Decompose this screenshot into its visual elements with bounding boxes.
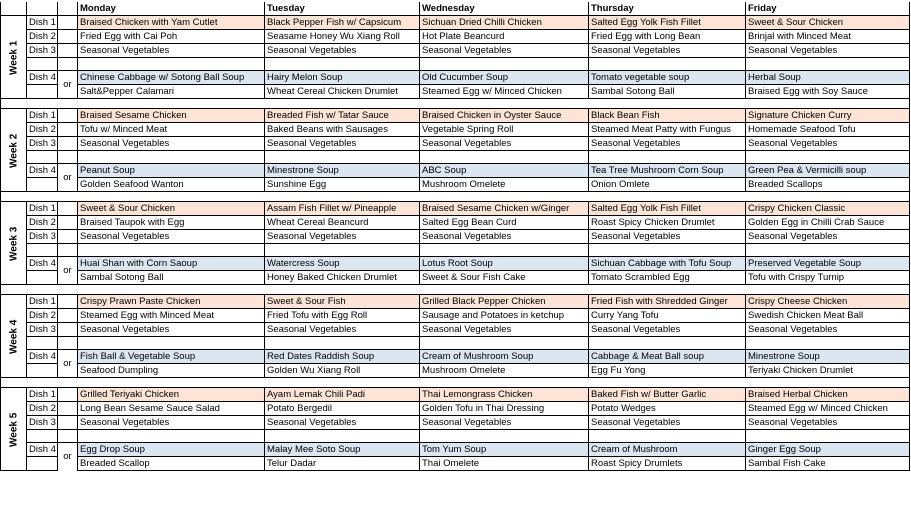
- menu-cell[interactable]: Seasonal Vegetables: [265, 323, 420, 337]
- or-spacer: [58, 202, 78, 216]
- spacer-cell: [746, 99, 910, 109]
- menu-cell[interactable]: Seasonal Vegetables: [265, 230, 420, 244]
- menu-cell[interactable]: Roast Spicy Chicken Drumlet: [589, 216, 746, 230]
- empty-cell: [589, 337, 746, 350]
- menu-cell[interactable]: Grilled Teriyaki Chicken: [78, 388, 265, 402]
- menu-cell[interactable]: Steamed Egg with Minced Meat: [78, 309, 265, 323]
- menu-cell[interactable]: Breaded Scallop: [78, 457, 265, 471]
- empty-cell: [746, 151, 910, 164]
- menu-cell[interactable]: Egg Drop Soup: [78, 443, 265, 457]
- menu-cell[interactable]: Seasonal Vegetables: [265, 416, 420, 430]
- menu-cell[interactable]: Homemade Seafood Tofu: [746, 123, 910, 137]
- menu-cell[interactable]: Crispy Cheese Chicken: [746, 295, 910, 309]
- dish-label: [27, 58, 58, 71]
- dish-label: Dish 2: [27, 123, 58, 137]
- menu-cell[interactable]: Seasonal Vegetables: [746, 416, 910, 430]
- spacer-cell: [420, 285, 589, 295]
- dish-label: Dish 1: [27, 109, 58, 123]
- empty-cell: [746, 244, 910, 257]
- spacer-cell: [420, 99, 589, 109]
- menu-cell[interactable]: Tea Tree Mushroom Corn Soup: [589, 164, 746, 178]
- menu-row: [1, 337, 910, 350]
- spacer-cell: [1, 378, 27, 388]
- menu-cell[interactable]: Seasonal Vegetables: [746, 137, 910, 151]
- menu-cell[interactable]: Seasonal Vegetables: [420, 323, 589, 337]
- dish-label: Dish 4: [27, 443, 58, 457]
- menu-cell[interactable]: Braised Egg with Soy Sauce: [746, 85, 910, 99]
- menu-row: [1, 71, 910, 85]
- menu-cell[interactable]: Fried Egg with Long Bean: [589, 30, 746, 44]
- header-or-col: [58, 2, 78, 16]
- day-header-monday[interactable]: Monday: [78, 2, 265, 16]
- dish-label: Dish 3: [27, 44, 58, 58]
- menu-cell[interactable]: Fried Egg with Cai Poh: [78, 30, 265, 44]
- menu-cell[interactable]: Golden Tofu in Thai Dressing: [420, 402, 589, 416]
- week-label: Week 2: [1, 109, 27, 192]
- header-row: [1, 2, 910, 16]
- menu-row: [1, 44, 910, 58]
- spacer-cell: [27, 285, 58, 295]
- menu-cell[interactable]: Fried Tofu with Egg Roll: [265, 309, 420, 323]
- dish-label: Dish 2: [27, 402, 58, 416]
- or-spacer: [58, 402, 78, 416]
- dish-label: Dish 1: [27, 295, 58, 309]
- menu-row: [1, 16, 910, 30]
- week-label: Week 5: [1, 388, 27, 471]
- menu-cell[interactable]: Herbal Soup: [746, 71, 910, 85]
- spacer-cell: [589, 285, 746, 295]
- dish-label: [27, 364, 58, 378]
- menu-cell[interactable]: Braised Chicken with Yam Cutlet: [78, 16, 265, 30]
- spacer-cell: [746, 378, 910, 388]
- menu-cell[interactable]: Peanut Soup: [78, 164, 265, 178]
- menu-cell[interactable]: Steamed Meat Patty with Fungus: [589, 123, 746, 137]
- menu-body: [1, 2, 910, 471]
- empty-cell: [420, 58, 589, 71]
- dish-label: Dish 2: [27, 30, 58, 44]
- empty-cell: [265, 244, 420, 257]
- menu-cell[interactable]: Salted Egg Yolk Fish Fillet: [589, 202, 746, 216]
- empty-cell: [746, 58, 910, 71]
- week-label: Week 4: [1, 295, 27, 378]
- menu-cell[interactable]: Seasonal Vegetables: [589, 416, 746, 430]
- menu-cell[interactable]: Baked Beans with Sausages: [265, 123, 420, 137]
- dish-label: Dish 2: [27, 309, 58, 323]
- empty-cell: [78, 151, 265, 164]
- menu-cell[interactable]: Seasonal Vegetables: [265, 44, 420, 58]
- menu-row: [1, 137, 910, 151]
- dish-label: [27, 85, 58, 99]
- or-label: or: [58, 350, 78, 378]
- menu-cell[interactable]: Assam Fish Fillet w/ Pineapple: [265, 202, 420, 216]
- spacer-cell: [27, 378, 58, 388]
- menu-cell[interactable]: Salt&Pepper Calamari: [78, 85, 265, 99]
- menu-cell[interactable]: Telur Dadar: [265, 457, 420, 471]
- menu-cell[interactable]: Wheat Cereal Beancurd: [265, 216, 420, 230]
- menu-cell[interactable]: Seasonal Vegetables: [78, 137, 265, 151]
- menu-cell[interactable]: Thai Lemongrass Chicken: [420, 388, 589, 402]
- menu-cell[interactable]: Sweet & Sour Fish: [265, 295, 420, 309]
- menu-cell[interactable]: Egg Fu Yong: [589, 364, 746, 378]
- menu-cell[interactable]: Braised Chicken in Oyster Sauce: [420, 109, 589, 123]
- menu-cell[interactable]: Black Pepper Fish w/ Capsicum: [265, 16, 420, 30]
- spacer-row: [1, 378, 910, 388]
- menu-cell[interactable]: Hairy Melon Soup: [265, 71, 420, 85]
- menu-cell[interactable]: Brinjal with Minced Meat: [746, 30, 910, 44]
- menu-cell[interactable]: Seasonal Vegetables: [420, 230, 589, 244]
- empty-cell: [78, 244, 265, 257]
- or-spacer: [58, 323, 78, 337]
- menu-cell[interactable]: Lotus Root Soup: [420, 257, 589, 271]
- day-header-wednesday[interactable]: Wednesday: [420, 2, 589, 16]
- menu-cell[interactable]: Preserved Vegetable Soup: [746, 257, 910, 271]
- spacer-row: [1, 99, 910, 109]
- menu-cell[interactable]: Tomato vegetable soup: [589, 71, 746, 85]
- spacer-cell: [58, 192, 78, 202]
- menu-cell[interactable]: Breaded Fish w/ Tatar Sauce: [265, 109, 420, 123]
- empty-cell: [265, 337, 420, 350]
- spacer-cell: [265, 378, 420, 388]
- menu-row: [1, 364, 910, 378]
- menu-row: [1, 295, 910, 309]
- spacer-cell: [78, 192, 265, 202]
- empty-cell: [420, 430, 589, 443]
- day-header-thursday[interactable]: Thursday: [589, 2, 746, 16]
- menu-cell[interactable]: Sausage and Potatoes in ketchup: [420, 309, 589, 323]
- menu-cell[interactable]: Golden Egg in Chilli Crab Sauce: [746, 216, 910, 230]
- or-label: or: [58, 71, 78, 99]
- or-spacer: [58, 137, 78, 151]
- menu-cell[interactable]: Golden Seafood Wanton: [78, 178, 265, 192]
- menu-row: [1, 109, 910, 123]
- menu-cell[interactable]: Onion Omlete: [589, 178, 746, 192]
- dish-label: Dish 4: [27, 257, 58, 271]
- menu-cell[interactable]: Seasonal Vegetables: [78, 416, 265, 430]
- menu-cell[interactable]: Wheat Cereal Chicken Drumlet: [265, 85, 420, 99]
- menu-row: [1, 202, 910, 216]
- menu-cell[interactable]: Seasonal Vegetables: [589, 323, 746, 337]
- menu-cell[interactable]: Seasonal Vegetables: [420, 137, 589, 151]
- day-header-friday[interactable]: Friday: [746, 2, 910, 16]
- menu-cell[interactable]: Baked Fish w/ Butter Garlic: [589, 388, 746, 402]
- empty-cell: [78, 430, 265, 443]
- weekly-menu-table: [0, 2, 910, 471]
- menu-row: [1, 443, 910, 457]
- or-spacer: [58, 16, 78, 30]
- empty-cell: [746, 430, 910, 443]
- dish-label: [27, 151, 58, 164]
- empty-cell: [589, 430, 746, 443]
- dish-label: Dish 3: [27, 230, 58, 244]
- empty-cell: [589, 58, 746, 71]
- menu-cell[interactable]: Crispy Chicken Classic: [746, 202, 910, 216]
- menu-cell[interactable]: Seasonal Vegetables: [589, 137, 746, 151]
- dish-label: [27, 430, 58, 443]
- or-spacer: [58, 295, 78, 309]
- menu-cell[interactable]: Sambal Sotong Ball: [589, 85, 746, 99]
- spacer-cell: [746, 285, 910, 295]
- menu-cell[interactable]: Sweet & Sour Fish Cake: [420, 271, 589, 285]
- menu-cell[interactable]: Vegetable Spring Roll: [420, 123, 589, 137]
- menu-cell[interactable]: Steamed Egg w/ Minced Chicken: [420, 85, 589, 99]
- menu-cell[interactable]: Sweet & Sour Chicken: [746, 16, 910, 30]
- spacer-cell: [420, 192, 589, 202]
- dish-label: Dish 2: [27, 216, 58, 230]
- empty-cell: [265, 151, 420, 164]
- dish-label: [27, 178, 58, 192]
- spacer-cell: [58, 99, 78, 109]
- menu-row: [1, 178, 910, 192]
- menu-row: [1, 85, 910, 99]
- menu-cell[interactable]: Black Bean Fish: [589, 109, 746, 123]
- menu-cell[interactable]: Seasonal Vegetables: [589, 230, 746, 244]
- menu-cell[interactable]: Braised Sesame Chicken w/Ginger: [420, 202, 589, 216]
- empty-cell: [589, 244, 746, 257]
- spacer-cell: [746, 192, 910, 202]
- menu-cell[interactable]: Sambal Sotong Ball: [78, 271, 265, 285]
- menu-cell[interactable]: Braised Sesame Chicken: [78, 109, 265, 123]
- dish-label: Dish 1: [27, 202, 58, 216]
- or-spacer: [58, 216, 78, 230]
- menu-row: [1, 216, 910, 230]
- or-spacer: [58, 109, 78, 123]
- menu-cell[interactable]: Red Dates Raddish Soup: [265, 350, 420, 364]
- spacer-row: [1, 192, 910, 202]
- spacer-cell: [78, 285, 265, 295]
- spacer-cell: [265, 99, 420, 109]
- or-spacer: [58, 337, 78, 350]
- spacer-cell: [265, 192, 420, 202]
- menu-cell[interactable]: Watercress Soup: [265, 257, 420, 271]
- menu-cell[interactable]: Malay Mee Soto Soup: [265, 443, 420, 457]
- or-spacer: [58, 388, 78, 402]
- menu-cell[interactable]: Thai Omelete: [420, 457, 589, 471]
- menu-cell[interactable]: Braised Taupok with Egg: [78, 216, 265, 230]
- or-spacer: [58, 309, 78, 323]
- or-spacer: [58, 151, 78, 164]
- empty-cell: [420, 244, 589, 257]
- or-label: or: [58, 257, 78, 285]
- menu-row: [1, 151, 910, 164]
- or-spacer: [58, 58, 78, 71]
- menu-cell[interactable]: Seasonal Vegetables: [589, 44, 746, 58]
- empty-cell: [420, 337, 589, 350]
- menu-row: [1, 230, 910, 244]
- menu-cell[interactable]: Ginger Egg Soup: [746, 443, 910, 457]
- menu-cell[interactable]: Tofu with Crispy Turnip: [746, 271, 910, 285]
- menu-cell[interactable]: Sichuan Dried Chilli Chicken: [420, 16, 589, 30]
- menu-row: [1, 323, 910, 337]
- menu-cell[interactable]: Hot Plate Beancurd: [420, 30, 589, 44]
- dish-label: [27, 457, 58, 471]
- menu-cell[interactable]: Seasonal Vegetables: [746, 44, 910, 58]
- or-spacer: [58, 416, 78, 430]
- spacer-cell: [265, 285, 420, 295]
- menu-cell[interactable]: Cream of Mushroom: [589, 443, 746, 457]
- menu-cell[interactable]: Seasonal Vegetables: [746, 230, 910, 244]
- menu-row: [1, 309, 910, 323]
- menu-cell[interactable]: Tomato Scrambled Egg: [589, 271, 746, 285]
- empty-cell: [78, 337, 265, 350]
- empty-cell: [589, 151, 746, 164]
- dish-label: Dish 4: [27, 350, 58, 364]
- menu-cell[interactable]: Roast Spicy Drumlets: [589, 457, 746, 471]
- menu-row: [1, 350, 910, 364]
- menu-cell[interactable]: Honey Baked Chicken Drumlet: [265, 271, 420, 285]
- header-dish-col: [27, 2, 58, 16]
- menu-cell[interactable]: Sweet & Sour Chicken: [78, 202, 265, 216]
- spacer-cell: [589, 99, 746, 109]
- menu-row: [1, 58, 910, 71]
- dish-label: Dish 1: [27, 16, 58, 30]
- dish-label: Dish 4: [27, 71, 58, 85]
- menu-cell[interactable]: Seasame Honey Wu Xiang Roll: [265, 30, 420, 44]
- menu-cell[interactable]: Tom Yum Soup: [420, 443, 589, 457]
- spacer-cell: [1, 285, 27, 295]
- menu-cell[interactable]: Braised Herbal Chicken: [746, 388, 910, 402]
- menu-cell[interactable]: Signature Chicken Curry: [746, 109, 910, 123]
- header-corner: [1, 2, 27, 16]
- menu-cell[interactable]: Breaded Scallops: [746, 178, 910, 192]
- menu-row: [1, 164, 910, 178]
- spacer-cell: [78, 99, 265, 109]
- dish-label: [27, 337, 58, 350]
- menu-row: [1, 457, 910, 471]
- or-spacer: [58, 430, 78, 443]
- menu-cell[interactable]: Seasonal Vegetables: [420, 44, 589, 58]
- spacer-cell: [1, 192, 27, 202]
- menu-cell[interactable]: Swedish Chicken Meat Ball: [746, 309, 910, 323]
- menu-cell[interactable]: Seasonal Vegetables: [78, 230, 265, 244]
- spacer-cell: [589, 192, 746, 202]
- menu-cell[interactable]: Long Bean Sesame Sauce Salad: [78, 402, 265, 416]
- menu-cell[interactable]: Mushroom Omelete: [420, 178, 589, 192]
- dish-label: Dish 3: [27, 416, 58, 430]
- menu-cell[interactable]: Tofu w/ Minced Meat: [78, 123, 265, 137]
- spacer-cell: [58, 285, 78, 295]
- menu-cell[interactable]: Chinese Cabbage w/ Sotong Ball Soup: [78, 71, 265, 85]
- menu-row: [1, 430, 910, 443]
- menu-cell[interactable]: Seasonal Vegetables: [420, 416, 589, 430]
- or-spacer: [58, 123, 78, 137]
- empty-cell: [265, 430, 420, 443]
- empty-cell: [746, 337, 910, 350]
- menu-cell[interactable]: Salted Egg Yolk Fish Fillet: [589, 16, 746, 30]
- spacer-cell: [1, 99, 27, 109]
- menu-row: [1, 402, 910, 416]
- menu-cell[interactable]: Seafood Dumpling: [78, 364, 265, 378]
- dish-label: Dish 3: [27, 137, 58, 151]
- menu-row: [1, 30, 910, 44]
- menu-cell[interactable]: Sichuan Cabbage with Tofu Soup: [589, 257, 746, 271]
- or-spacer: [58, 30, 78, 44]
- spacer-cell: [420, 378, 589, 388]
- or-label: or: [58, 164, 78, 192]
- day-header-tuesday[interactable]: Tuesday: [265, 2, 420, 16]
- menu-cell[interactable]: Sambal Fish Cake: [746, 457, 910, 471]
- menu-cell[interactable]: Grilled Black Pepper Chicken: [420, 295, 589, 309]
- spacer-cell: [27, 192, 58, 202]
- or-label: or: [58, 443, 78, 471]
- dish-label: Dish 1: [27, 388, 58, 402]
- menu-cell[interactable]: Sunshine Egg: [265, 178, 420, 192]
- dish-label: [27, 244, 58, 257]
- or-spacer: [58, 44, 78, 58]
- menu-cell[interactable]: Seasonal Vegetables: [265, 137, 420, 151]
- week-label: Week 3: [1, 202, 27, 285]
- menu-cell[interactable]: Salted Egg Bean Curd: [420, 216, 589, 230]
- or-spacer: [58, 244, 78, 257]
- empty-cell: [78, 58, 265, 71]
- dish-label: Dish 4: [27, 164, 58, 178]
- empty-cell: [265, 58, 420, 71]
- spacer-cell: [58, 378, 78, 388]
- menu-cell[interactable]: Potato Wedges: [589, 402, 746, 416]
- menu-cell[interactable]: ABC Soup: [420, 164, 589, 178]
- menu-row: [1, 416, 910, 430]
- menu-cell[interactable]: Seasonal Vegetables: [78, 44, 265, 58]
- menu-cell[interactable]: Steamed Egg w/ Minced Chicken: [746, 402, 910, 416]
- spacer-cell: [27, 99, 58, 109]
- menu-cell[interactable]: Crispy Prawn Paste Chicken: [78, 295, 265, 309]
- menu-cell[interactable]: Mushroom Omelete: [420, 364, 589, 378]
- empty-cell: [420, 151, 589, 164]
- menu-cell[interactable]: Seasonal Vegetables: [78, 323, 265, 337]
- menu-row: [1, 271, 910, 285]
- menu-cell[interactable]: Curry Yang Tofu: [589, 309, 746, 323]
- menu-cell[interactable]: Green Pea & Vermicilli soup: [746, 164, 910, 178]
- menu-cell[interactable]: Minestrone Soup: [265, 164, 420, 178]
- menu-row: [1, 244, 910, 257]
- menu-cell[interactable]: Huai Shan with Corn Saoup: [78, 257, 265, 271]
- menu-row: [1, 123, 910, 137]
- menu-cell[interactable]: Ayam Lemak Chili Padi: [265, 388, 420, 402]
- menu-cell[interactable]: Fried Fish with Shredded Ginger: [589, 295, 746, 309]
- menu-cell[interactable]: Potato Bergedil: [265, 402, 420, 416]
- menu-cell[interactable]: Cabbage & Meat Ball soup: [589, 350, 746, 364]
- spacer-cell: [78, 378, 265, 388]
- spacer-row: [1, 285, 910, 295]
- dish-label: [27, 271, 58, 285]
- menu-cell[interactable]: Golden Wu Xiang Roll: [265, 364, 420, 378]
- week-label: Week 1: [1, 16, 27, 99]
- menu-row: [1, 388, 910, 402]
- dish-label: Dish 3: [27, 323, 58, 337]
- menu-cell[interactable]: Fish Ball & Vegetable Soup: [78, 350, 265, 364]
- menu-cell[interactable]: Minestrone Soup: [746, 350, 910, 364]
- menu-cell[interactable]: Seasonal Vegetables: [746, 323, 910, 337]
- menu-cell[interactable]: Teriyaki Chicken Drumlet: [746, 364, 910, 378]
- spacer-cell: [589, 378, 746, 388]
- menu-row: [1, 257, 910, 271]
- or-spacer: [58, 230, 78, 244]
- menu-cell[interactable]: Old Cucumber Soup: [420, 71, 589, 85]
- menu-cell[interactable]: Cream of Mushroom Soup: [420, 350, 589, 364]
